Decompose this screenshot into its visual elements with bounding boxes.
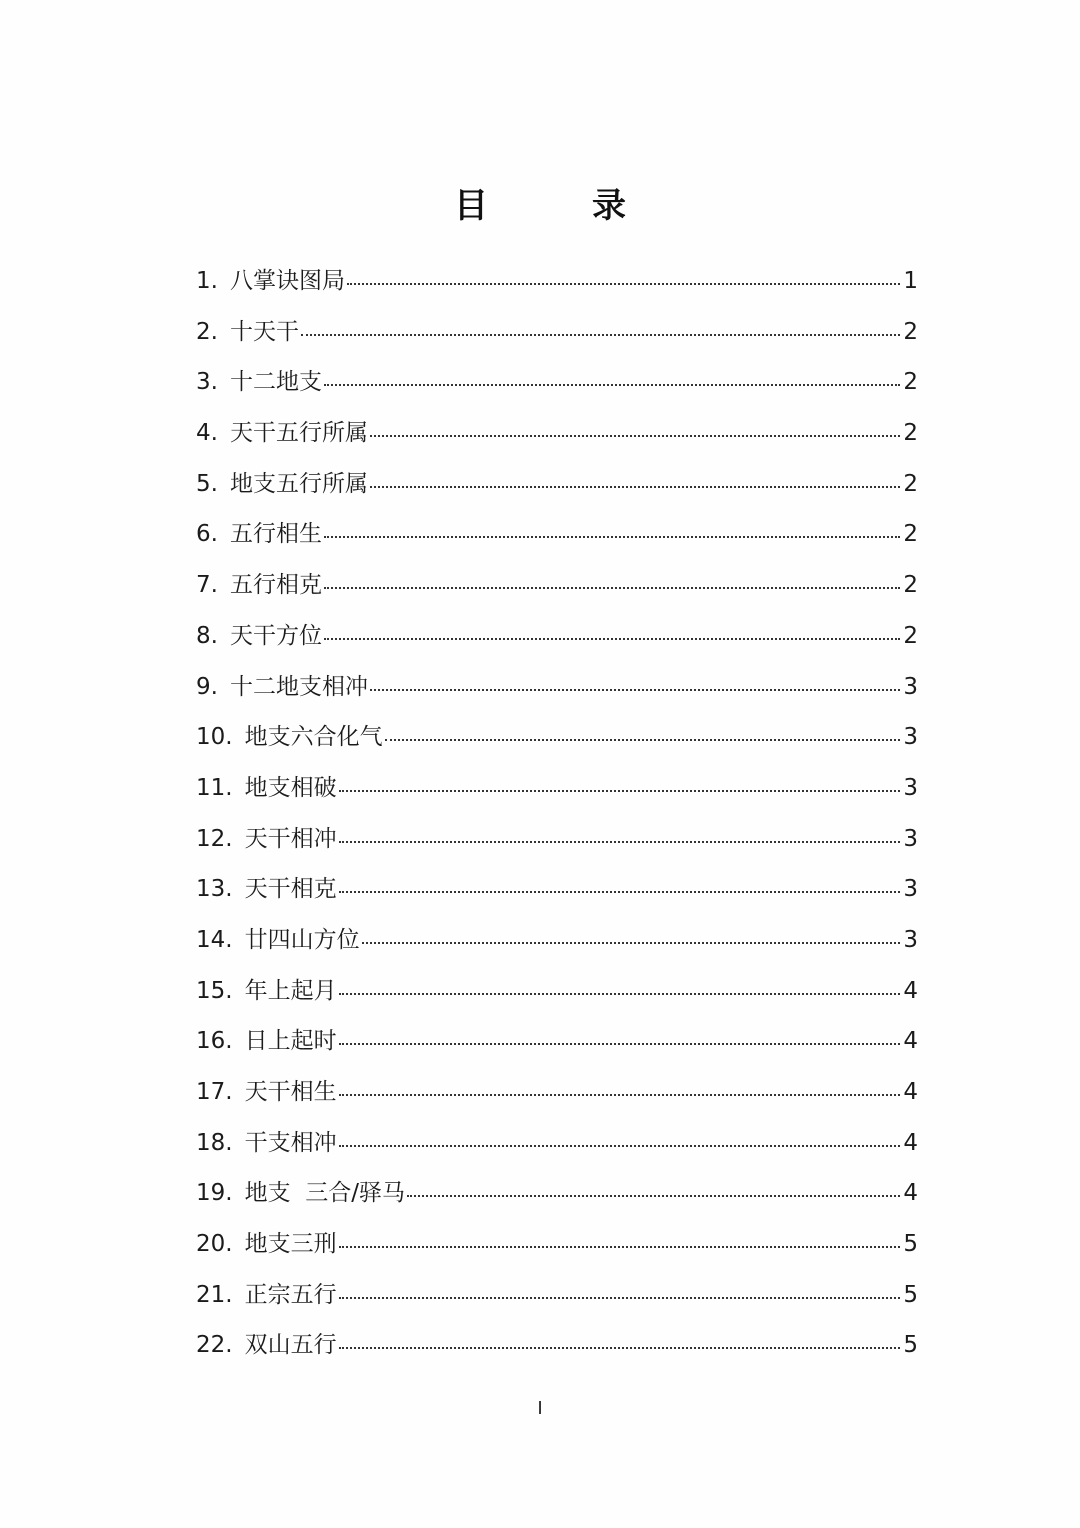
toc-entry-label: 天干相冲 — [244, 825, 337, 852]
dot-leader — [370, 435, 900, 437]
dot-leader — [370, 486, 900, 488]
toc-entry[interactable] — [196, 718, 918, 769]
toc-entry[interactable] — [196, 515, 918, 566]
toc-entry-label: 地支相破 — [244, 774, 337, 801]
toc-entry-number: 16. — [196, 1028, 233, 1055]
toc-entry-page: 3 — [903, 825, 918, 852]
dot-leader — [339, 993, 901, 995]
dot-leader — [301, 334, 900, 336]
toc-entry[interactable] — [196, 566, 918, 617]
toc-entry[interactable] — [196, 870, 918, 921]
toc-entry-label: 天干方位 — [229, 622, 322, 649]
toc-entry-page: 2 — [903, 369, 918, 396]
toc-entry-number: 8. — [196, 622, 218, 649]
title-char-1: 目 — [454, 186, 488, 226]
toc-entry[interactable] — [196, 921, 918, 972]
dot-leader — [339, 1347, 901, 1349]
toc-entry-label: 八掌诀图局 — [229, 268, 345, 294]
toc-entry-number: 3. — [196, 369, 218, 396]
toc-entry-number: 13. — [196, 876, 233, 903]
toc-entry-page: 2 — [903, 420, 918, 447]
toc-entry[interactable] — [196, 1174, 918, 1225]
toc-entry-page: 2 — [903, 521, 918, 548]
dot-leader — [347, 283, 900, 285]
toc-entry[interactable] — [196, 465, 918, 516]
toc-entry[interactable] — [196, 1124, 918, 1175]
toc-entry-label: 天干相生 — [244, 1079, 337, 1105]
toc-entry-number: 11. — [196, 774, 233, 801]
toc-entry-page: 1 — [903, 268, 918, 294]
toc-entry-number: 7. — [196, 572, 218, 599]
toc-entry-label: 地支三刑 — [244, 1231, 337, 1258]
toc-entry[interactable] — [196, 820, 918, 871]
dot-leader — [370, 689, 900, 691]
toc-entry-number: 4. — [196, 420, 218, 447]
toc-entry[interactable] — [196, 1073, 918, 1124]
toc-entry-page: 4 — [903, 1079, 918, 1105]
toc-entry-label: 干支相冲 — [244, 1129, 337, 1156]
toc-entry-label: 地支 三合/驿马 — [244, 1180, 405, 1207]
dot-leader — [339, 841, 901, 843]
toc-entry-label: 正宗五行 — [244, 1281, 337, 1308]
toc-entry-page: 2 — [903, 470, 918, 497]
dot-leader — [339, 1094, 901, 1096]
toc-entry-page: 4 — [903, 1180, 918, 1207]
dot-leader — [324, 536, 900, 538]
dot-leader — [339, 1246, 901, 1248]
toc-entry-page: 2 — [903, 622, 918, 649]
toc-entry-number: 18. — [196, 1129, 233, 1156]
toc-entry-number: 22. — [196, 1332, 233, 1359]
toc-entry-label: 天干五行所属 — [229, 420, 368, 447]
toc-entry-page: 5 — [903, 1281, 918, 1308]
toc-entry-label: 日上起时 — [244, 1028, 337, 1055]
toc-entry-page: 3 — [903, 876, 918, 903]
toc-entry-page: 4 — [903, 977, 918, 1004]
toc-entry-number: 17. — [196, 1079, 233, 1105]
toc-entry-number: 12. — [196, 825, 233, 852]
toc-entry[interactable] — [196, 1276, 918, 1327]
toc-entry[interactable] — [196, 313, 918, 364]
toc-entry-page: 4 — [903, 1129, 918, 1156]
toc-entry-number: 14. — [196, 926, 233, 953]
toc-entry-number: 21. — [196, 1281, 233, 1308]
toc-entry-label: 地支六合化气 — [244, 724, 383, 751]
dot-leader — [339, 1145, 901, 1147]
toc-entry-number: 6. — [196, 521, 218, 548]
toc-entry[interactable] — [196, 1022, 918, 1073]
toc-entry-number: 10. — [196, 724, 233, 751]
toc-entry-number: 2. — [196, 318, 218, 345]
toc-entry[interactable] — [196, 972, 918, 1023]
toc-entry[interactable] — [196, 617, 918, 668]
toc-entry-label: 地支五行所属 — [229, 470, 368, 497]
toc-entry-page: 3 — [903, 774, 918, 801]
toc-entry-number: 9. — [196, 673, 218, 700]
toc-entry-number: 1. — [196, 268, 218, 294]
dot-leader — [407, 1195, 900, 1197]
toc-entry-page: 2 — [903, 572, 918, 599]
toc-entry-label: 十天干 — [229, 318, 299, 345]
table-of-contents — [196, 262, 918, 1377]
dot-leader — [339, 790, 901, 792]
toc-entry-page: 3 — [903, 673, 918, 700]
toc-entry-label: 五行相克 — [229, 572, 322, 599]
toc-entry[interactable] — [196, 1326, 918, 1377]
toc-entry-page: 5 — [903, 1231, 918, 1258]
toc-entry[interactable] — [196, 262, 918, 313]
title-char-2: 录 — [592, 186, 626, 226]
toc-entry-label: 五行相生 — [229, 521, 322, 548]
toc-entry[interactable] — [196, 414, 918, 465]
toc-entry-number: 5. — [196, 470, 218, 497]
toc-entry-label: 天干相克 — [244, 876, 337, 903]
toc-entry-label: 廿四山方位 — [244, 926, 360, 953]
toc-entry-number: 19. — [196, 1180, 233, 1207]
dot-leader — [362, 942, 901, 944]
toc-entry-page: 3 — [903, 926, 918, 953]
toc-entry[interactable] — [196, 1225, 918, 1276]
dot-leader — [385, 739, 901, 741]
dot-leader — [339, 891, 901, 893]
toc-entry-label: 年上起月 — [244, 977, 337, 1004]
toc-entry-page: 5 — [903, 1332, 918, 1359]
dot-leader — [339, 1043, 901, 1045]
toc-entry-page: 2 — [903, 318, 918, 345]
dot-leader — [324, 384, 900, 386]
toc-entry-label: 十二地支相冲 — [229, 673, 368, 700]
toc-entry-number: 20. — [196, 1231, 233, 1258]
toc-entry-page: 4 — [903, 1028, 918, 1055]
dot-leader — [324, 587, 900, 589]
toc-entry-number: 15. — [196, 977, 233, 1004]
toc-entry-label: 十二地支 — [229, 369, 322, 396]
toc-entry-label: 双山五行 — [244, 1332, 337, 1359]
toc-entry[interactable] — [196, 668, 918, 719]
toc-entry-page: 3 — [903, 724, 918, 751]
dot-leader — [324, 638, 900, 640]
page-number-footer: I — [537, 1398, 543, 1419]
dot-leader — [339, 1297, 901, 1299]
toc-entry[interactable] — [196, 769, 918, 820]
page-title — [0, 178, 1080, 227]
toc-entry[interactable] — [196, 363, 918, 414]
